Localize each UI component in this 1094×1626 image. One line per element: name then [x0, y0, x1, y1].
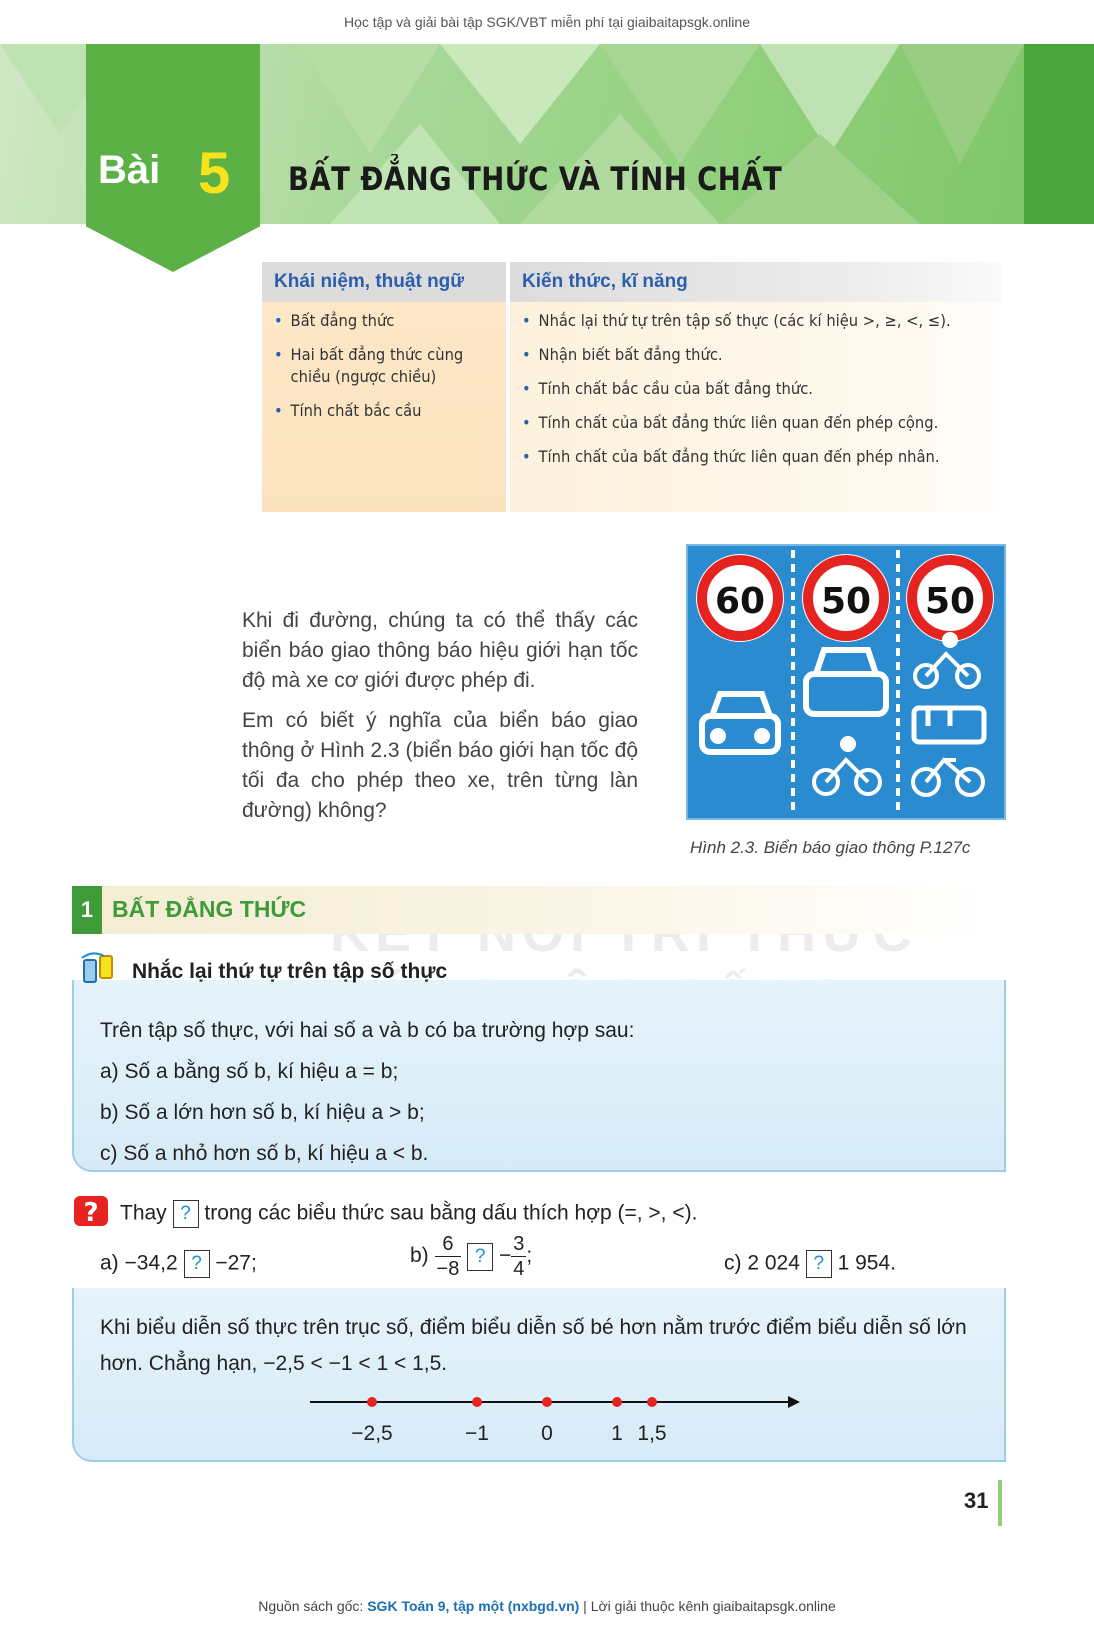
- car-icon: [702, 694, 778, 752]
- answer-box-b[interactable]: ?: [467, 1243, 493, 1271]
- list-item: • Nhận biết bất đẳng thức.: [522, 344, 964, 366]
- list-item: • Tính chất bắc cầu: [274, 400, 484, 422]
- list-item: • Bất đẳng thức: [274, 310, 484, 332]
- remind-title: Nhắc lại thứ tự trên tập số thực: [132, 960, 448, 983]
- list-item: • Tính chất của bất đẳng thức liên quan đến phép nhân.: [522, 446, 964, 468]
- concepts-left-list: [274, 310, 502, 434]
- lesson-title: BẤT ĐẲNG THỨC VÀ TÍNH CHẤT: [288, 160, 783, 198]
- header-note: Học tập và giải bài tập SGK/VBT miễn phí tại giaibaitapsgk.online: [344, 14, 750, 30]
- remind-line: b) Số a lớn hơn số b, kí hiệu a > b;: [100, 1101, 425, 1124]
- motorcycle-icon: [915, 634, 979, 687]
- number-line-label: 0: [541, 1422, 553, 1445]
- traffic-sign-graphic: [688, 546, 1004, 818]
- lesson-word: Bài: [98, 148, 161, 192]
- car-icon: [806, 650, 886, 714]
- minibus-icon: [914, 708, 984, 742]
- banner-edge-stripe: [1024, 44, 1094, 224]
- question-b-label: b): [410, 1244, 429, 1268]
- question-before: Thay: [120, 1201, 167, 1225]
- page-number: 31: [964, 1488, 989, 1513]
- concepts-left-header: Khái niệm, thuật ngữ: [262, 262, 506, 302]
- concepts-right-column: [510, 262, 1002, 512]
- footer: [0, 1598, 1094, 1614]
- list-item: • Nhắc lại thứ tự trên tập số thực (các kí hiệu >, ≥, <, ≤).: [522, 310, 964, 332]
- question-after: trong các biểu thức sau bằng dấu thích hợp (=, >, <).: [204, 1201, 698, 1225]
- question-a-left: −34,2: [124, 1251, 178, 1275]
- numberline-text: Khi biểu diễn số thực trên trục số, điểm biểu diễn số bé hơn nằm trước điểm biểu diễn số lớn hơn. Chẳng hạn, −2,5 < −1 < 1 < 1,5.: [100, 1316, 967, 1375]
- concepts-right-header: Kiến thức, kĩ năng: [510, 262, 1002, 302]
- list-item: • Tính chất của bất đẳng thức liên quan đến phép cộng.: [522, 412, 964, 434]
- section-title: BẤT ĐẲNG THỨC: [112, 896, 307, 922]
- question-a-label: a): [100, 1251, 119, 1275]
- number-line-label: 1: [611, 1422, 623, 1445]
- number-line: [300, 1380, 800, 1450]
- number-line-label: −1: [465, 1422, 489, 1445]
- number-line-point: [612, 1397, 622, 1407]
- figure-caption: Hình 2.3. Biển báo giao thông P.127c: [690, 838, 971, 857]
- remind-line: c) Số a nhỏ hơn số b, kí hiệu a < b.: [100, 1142, 429, 1165]
- section-number: 1: [72, 886, 102, 934]
- speed-limit-2: 50: [820, 581, 872, 622]
- question-prompt: [120, 1200, 697, 1228]
- number-line-arrow: [788, 1396, 800, 1408]
- question-c-left: 2 024: [747, 1251, 800, 1275]
- lesson-number: 5: [198, 141, 231, 206]
- number-line-label: −2,5: [351, 1422, 393, 1445]
- question-a: [100, 1250, 257, 1278]
- footer-book-link[interactable]: SGK Toán 9, tập một (nxbgd.vn): [367, 1598, 580, 1614]
- speed-limit-3: 50: [924, 581, 976, 622]
- number-line-point: [647, 1397, 657, 1407]
- remind-line: Trên tập số thực, với hai số a và b có ba trường hợp sau:: [100, 1019, 635, 1042]
- speed-limit-1: 60: [714, 581, 766, 622]
- number-line-point: [472, 1397, 482, 1407]
- footer-suffix: | Lời giải thuộc kênh giaibaitapsgk.online: [579, 1598, 836, 1614]
- page-number-bar: [998, 1480, 1002, 1526]
- intro-text: [242, 606, 638, 836]
- number-line-point: [542, 1397, 552, 1407]
- number-line-point: [367, 1397, 377, 1407]
- question-icon: [70, 1192, 112, 1230]
- list-item: • Hai bất đẳng thức cùng chiều (ngược chiều): [274, 344, 484, 388]
- concepts-left-column: [262, 262, 506, 512]
- speed-limit-sign-1: [696, 554, 784, 642]
- answer-box[interactable]: ?: [173, 1200, 199, 1228]
- question-c-label: c): [724, 1251, 742, 1275]
- answer-box-a[interactable]: ?: [184, 1250, 210, 1278]
- question-c-right: 1 954.: [837, 1251, 896, 1275]
- question-a-right: −27;: [215, 1251, 257, 1275]
- answer-box-c[interactable]: ?: [806, 1250, 832, 1278]
- remind-text: [100, 1010, 634, 1174]
- remind-icon: [78, 952, 120, 988]
- speed-limit-sign-2: [802, 554, 890, 642]
- fraction-left: $\frac{6}{-8}$: [436, 1233, 460, 1280]
- svg-text:?: ?: [83, 1198, 99, 1228]
- intro-paragraph-1: Khi đi đường, chúng ta có thể thấy các biển báo giao thông báo hiệu giới hạn tốc độ mà xe cơ giới được phép đi.: [242, 609, 638, 692]
- fraction-right: $\frac{3}{4}$: [513, 1233, 525, 1280]
- concepts-box: [262, 262, 1002, 512]
- remind-line: a) Số a bằng số b, kí hiệu a = b;: [100, 1060, 399, 1083]
- question-b: [410, 1232, 532, 1281]
- number-line-label: 1,5: [637, 1422, 667, 1445]
- motorcycle-icon: [814, 738, 880, 794]
- footer-prefix: Nguồn sách gốc:: [258, 1598, 368, 1614]
- question-c: [724, 1250, 896, 1278]
- question-b-minus: −: [499, 1244, 512, 1268]
- traffic-sign-figure: [686, 544, 1006, 820]
- list-item: • Tính chất bắc cầu của bất đẳng thức.: [522, 378, 964, 400]
- question-b-end: ;: [526, 1244, 533, 1268]
- bicycle-icon: [913, 760, 983, 795]
- concepts-right-list: [522, 310, 1002, 480]
- intro-paragraph-2: Em có biết ý nghĩa của biển báo giao thông ở Hình 2.3 (biển báo giới hạn tốc độ tối đa cho phép theo xe, trên từng làn đường) không?: [242, 709, 638, 822]
- speed-limit-sign-3: [906, 554, 994, 642]
